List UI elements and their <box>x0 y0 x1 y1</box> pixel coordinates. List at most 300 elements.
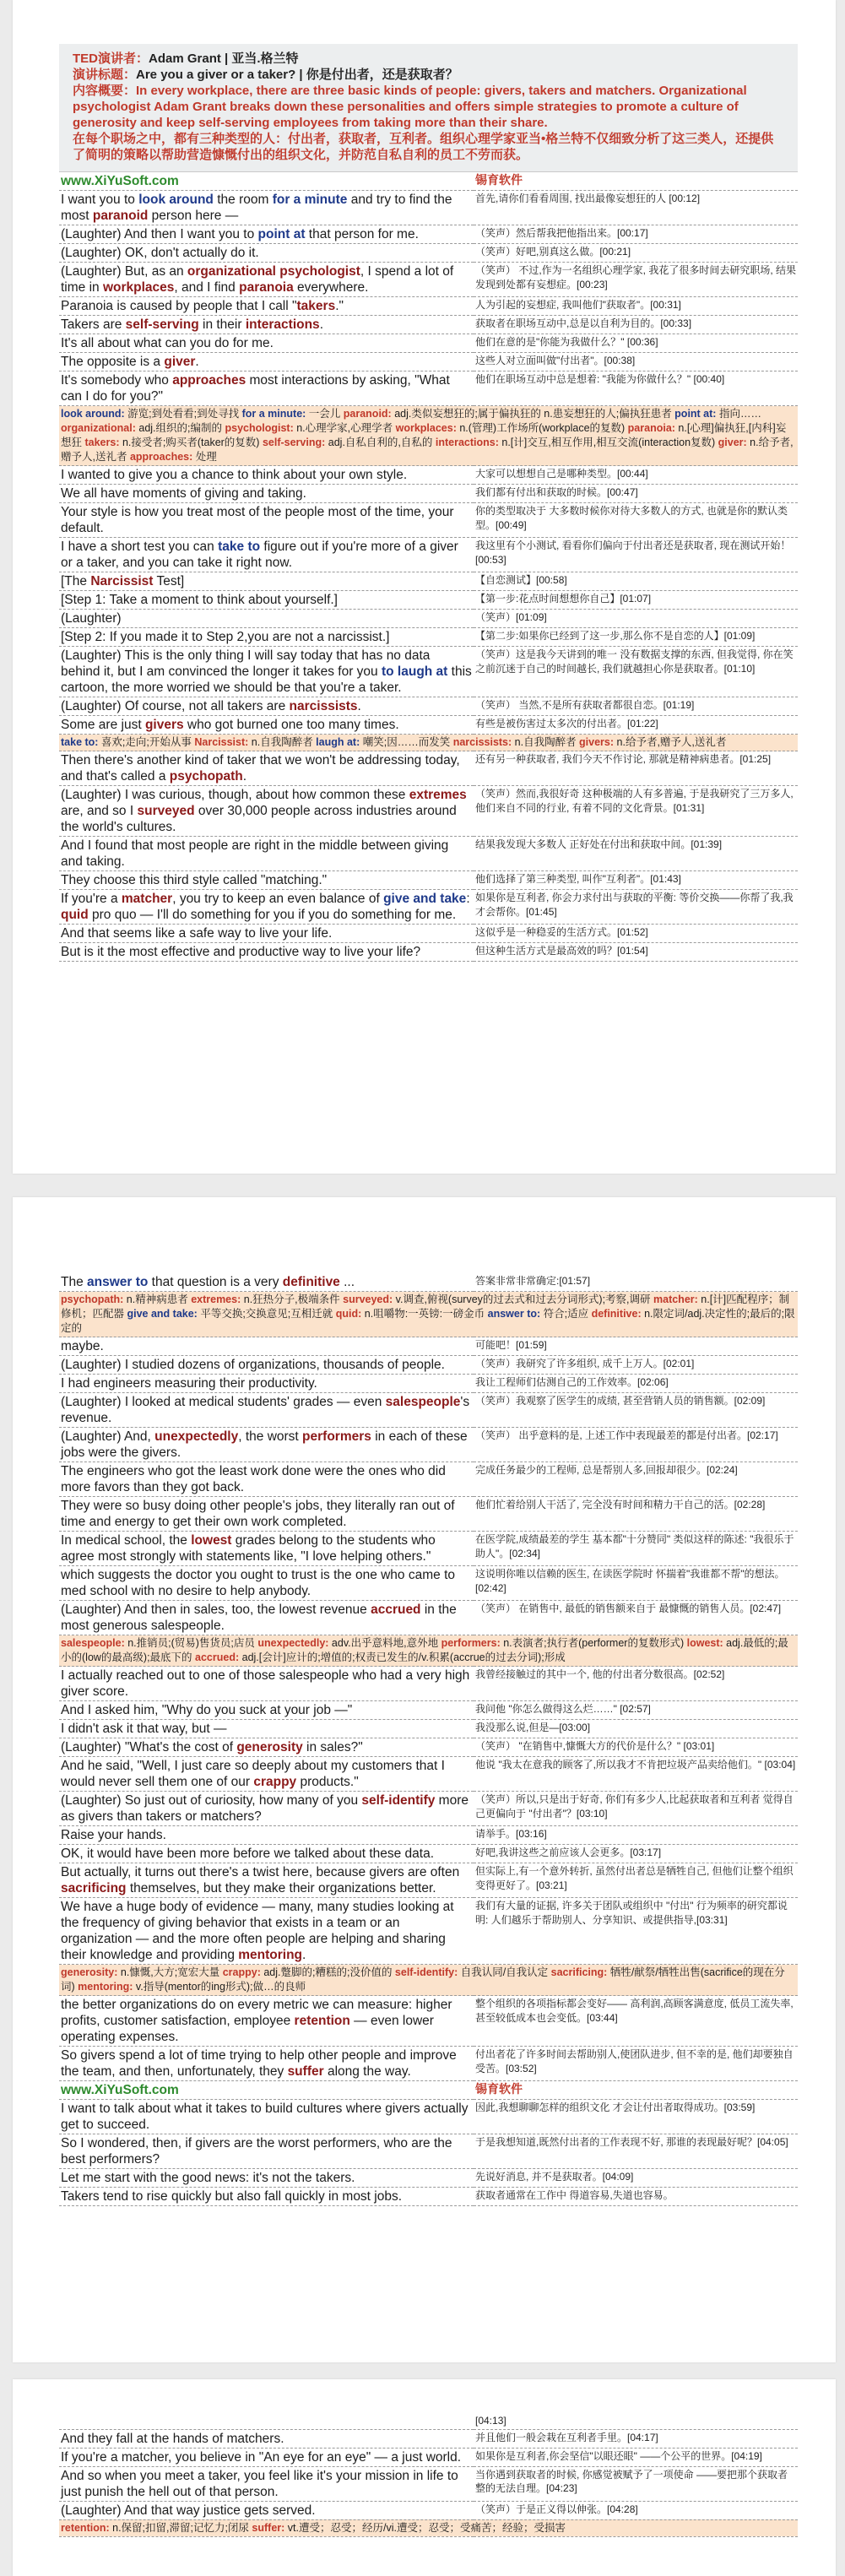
text-segment: the better organizations do on every metric we can measure: higher profits, customer satisfaction, employee <box>61 1998 452 2028</box>
transcript-row <box>59 1601 798 1635</box>
english-sentence <box>59 628 474 647</box>
english-sentence <box>59 2100 474 2134</box>
chinese-translation: 这似乎是一种稳妥的生活方式。[01:52] <box>474 925 798 943</box>
transcript-row <box>59 1462 798 1497</box>
transcript-row <box>59 1720 798 1738</box>
english-sentence <box>59 1356 474 1375</box>
site-cell <box>59 172 474 191</box>
text-segment: (Laughter) This is the only thing I will say today that has no data behind it, but I am convinced the longer it takes for you <box>61 648 431 679</box>
transcript-row <box>59 1738 798 1757</box>
highlight-word: unexpectedly <box>154 1429 239 1444</box>
vocab-definition: 一会儿 <box>306 408 344 420</box>
chinese-translation: [04:13] <box>474 2413 798 2429</box>
site-link[interactable]: www.XiYuSoft.com <box>61 2083 179 2097</box>
english-sentence <box>59 1898 474 1965</box>
highlight-word: interactions <box>245 317 320 332</box>
text-segment: , you try to keep an even balance of <box>172 892 384 906</box>
text-segment: It's all about what can you do for me. <box>61 336 274 350</box>
text-segment: over 30,000 people across industries around the world's cultures. <box>61 804 457 834</box>
chinese-translation: 这些人对立面叫做"付出者"。[00:38] <box>474 353 798 371</box>
english-sentence <box>59 1757 474 1792</box>
site-cell <box>59 2081 474 2100</box>
highlight-word: paranoid <box>92 209 149 223</box>
vocabulary-row <box>59 406 798 466</box>
vocab-term: performers: <box>441 1637 501 1649</box>
vocabulary-notes <box>59 406 798 466</box>
transcript-row <box>59 2188 798 2206</box>
vocab-definition: 处理 <box>192 451 217 463</box>
vocabulary-notes <box>59 1635 798 1667</box>
text-segment: The opposite is a <box>61 355 165 369</box>
english-sentence <box>59 2134 474 2169</box>
transcript-row <box>59 353 798 371</box>
vocab-term: crappy: <box>222 1966 261 1978</box>
transcript-row <box>59 1375 798 1393</box>
highlight-word: crappy <box>253 1775 297 1789</box>
transcript-row <box>59 263 798 297</box>
text-segment: in sales?" <box>302 1740 363 1754</box>
chinese-translation: 你的类型取决于 大多数时候你对待大多数人的方式, 也就是你的默认类型。[00:49] <box>474 503 798 538</box>
text-segment: this cartoon, the more worried we should be that you're a taker. <box>61 664 472 695</box>
chinese-translation: 好吧,我讲这些之前应该人会更多。[03:17] <box>474 1845 798 1863</box>
vocab-term: organizational: <box>61 422 136 434</box>
chinese-translation: （笑声）这是我今天讲到的唯一 没有数据支撑的东西, 但我觉得, 你在笑之前沉迷于自己的时间越长, 我们就越担心你是获取者。[01:10] <box>474 647 798 697</box>
transcript-row <box>59 1701 798 1720</box>
vocab-definition: n.表演者;执行者(performer的复数形式) <box>500 1637 687 1649</box>
english-sentence <box>59 572 474 591</box>
text-segment: , the worst <box>238 1429 303 1444</box>
transcript-row <box>59 786 798 837</box>
text-segment: Your style is how you treat most of the people most of the time, your default. <box>61 505 454 535</box>
vocab-term: lowest: <box>686 1637 723 1649</box>
transcript-row <box>59 485 798 503</box>
vocabulary-row <box>59 735 798 751</box>
text-segment: OK, it would have been more before we talked about these data. <box>61 1847 435 1861</box>
text-segment: And so when you meet a taker, you feel like it's your mission in life to just punish the hell out of that person. <box>61 2468 458 2499</box>
text-segment: more as givers than takers or matchers? <box>61 1793 469 1824</box>
vocab-term: self-identify: <box>394 1966 458 1978</box>
vocab-definition: adj.类似妄想狂的;属于偏执狂的 n.患妄想狂的人;偏执狂患者 <box>391 408 675 420</box>
chinese-translation: 我们都有付出和获取的时候。[00:47] <box>474 485 798 503</box>
vocab-term: self-serving: <box>262 437 326 448</box>
text-segment: (Laughter) OK, don't actually do it. <box>61 246 259 260</box>
vocab-term: giver: <box>718 437 747 448</box>
english-sentence <box>59 191 474 225</box>
english-sentence <box>59 610 474 628</box>
vocab-definition: 指向…… <box>716 408 761 420</box>
transcript-row <box>59 925 798 943</box>
chinese-translation: 他们选择了第三种类型, 叫作"互利者"。[01:43] <box>474 871 798 890</box>
chinese-translation: 他们忙着给别人干活了, 完全没有时间和精力干自己的活。[02:28] <box>474 1497 798 1532</box>
highlight-word: narcissists <box>289 699 358 713</box>
text-segment: (Laughter) I was curious, though, about how common these <box>61 788 409 802</box>
transcript-row <box>59 2466 798 2501</box>
text-segment: [Step 1: Take a moment to think about yourself.] <box>61 593 338 607</box>
chinese-translation: （笑声）我观察了医学生的成绩, 甚至营销人员的销售额。[02:09] <box>474 1393 798 1428</box>
highlight-word: self-serving <box>125 317 199 332</box>
transcript-row <box>59 225 798 244</box>
highlight-phrase: answer to <box>87 1275 149 1289</box>
vocabulary-row <box>59 2519 798 2536</box>
chinese-translation: 在医学院,成绩最差的学生 基本都"十分赞同" 类似这样的陈述: "我很乐于助人"。[02:34] <box>474 1532 798 1566</box>
chinese-translation: 他们在意的是"你能为我做什么？" [00:36] <box>474 334 798 353</box>
text-segment: , I spend a lot of time in <box>61 264 454 295</box>
transcript-row <box>59 1273 798 1292</box>
highlight-phrase: look around <box>138 193 214 207</box>
vocab-definition: 平等交换;交换意见;互相迁就 <box>197 1308 336 1320</box>
text-segment: But is it the most effective and productive way to live your life? <box>61 945 421 959</box>
chinese-translation: 可能吧！[01:59] <box>474 1337 798 1356</box>
vocabulary-notes <box>59 735 798 751</box>
highlight-word: suffer <box>287 2064 324 2079</box>
chinese-translation: 大家可以想想自己是哪种类型。[00:44] <box>474 466 798 485</box>
text-segment: (Laughter) I looked at medical students' grades — even <box>61 1395 386 1409</box>
english-sentence <box>59 1720 474 1738</box>
vocab-term: salespeople: <box>61 1637 125 1649</box>
talk-title: Are you a giver or a taker? | 你是付出者，还是获取者？ <box>136 68 458 82</box>
text-segment: And I found that most people are right in the middle between giving and taking. <box>61 838 449 869</box>
vocabulary-row <box>59 1292 798 1337</box>
chinese-translation: （笑声）然后帮我把他指出来。[00:17] <box>474 225 798 244</box>
text-segment: I had engineers measuring their productivity. <box>61 1376 317 1391</box>
text-segment: that question is a very <box>148 1275 283 1289</box>
highlight-phrase: for a minute <box>272 193 348 207</box>
english-sentence <box>59 2501 474 2519</box>
transcript-row <box>59 2413 798 2429</box>
chinese-translation: （笑声）然而,我很好奇 这种极端的人有多普遍, 于是我研究了三万多人, 他们来自不同的行业, 有着不同的文化背景。[01:31] <box>474 786 798 837</box>
text-segment: I wanted to give you a chance to think about your own style. <box>61 468 408 482</box>
vocabulary-row <box>59 1635 798 1667</box>
text-segment: . <box>242 769 247 784</box>
text-segment: person here — <box>148 209 239 223</box>
text-segment: We have a huge body of evidence — many, many studies looking at the frequency of giving behavior that exists in a team or an organization — and the more often people are helping and sharing their knowledge and providing <box>61 1900 454 1962</box>
highlight-word: salespeople <box>385 1395 461 1409</box>
text-segment: And that seems like a safe way to live your life. <box>61 926 333 941</box>
chinese-translation: 但实际上,有一个意外转折, 虽然付出者总是牺牲自己, 但他们让整个组织变得更好了。[03:21] <box>474 1863 798 1898</box>
transcript-row <box>59 503 798 538</box>
english-sentence <box>59 353 474 371</box>
vocab-term: generosity: <box>61 1966 118 1978</box>
transcript-row <box>59 1863 798 1898</box>
text-segment: I want you to <box>61 193 139 207</box>
highlight-word: Narcissist <box>90 574 154 588</box>
english-sentence <box>59 485 474 503</box>
chinese-translation: 【第二步:如果你已经到了这一步,那么你不是自恋的人】[01:09] <box>474 628 798 647</box>
english-sentence <box>59 334 474 353</box>
transcript-row <box>59 1826 798 1845</box>
transcript-row <box>59 371 798 406</box>
vocab-phrase: give and take: <box>127 1308 198 1320</box>
vocab-term: approaches: <box>129 451 193 463</box>
vocab-definition: n.保留;扣留,滞留;记忆力;闭尿 <box>109 2521 252 2534</box>
text-segment: So givers spend a lot of time trying to help other people and improve the team, and then, unfortunately, they <box>61 2048 457 2079</box>
highlight-phrase: point at <box>257 227 306 241</box>
vocab-definition: adj.最低的;最小的(low的最高级);最底下的 <box>61 1637 788 1663</box>
transcript-row <box>59 1792 798 1826</box>
transcript-row <box>59 837 798 871</box>
vocab-definition: n.狂热分子,极端条件 <box>241 1293 344 1305</box>
transcript-row <box>59 1898 798 1965</box>
text-segment: — even lower operating expenses. <box>61 2014 434 2044</box>
highlight-word: approaches <box>172 373 246 388</box>
transcript-row <box>59 2501 798 2519</box>
english-sentence <box>59 1996 474 2047</box>
text-segment: that person for me. <box>305 227 419 241</box>
chinese-translation: 获取者在职场互动中,总是以自利为目的。[00:33] <box>474 316 798 334</box>
vocab-term: takers: <box>84 437 120 448</box>
text-segment: figure out if you're more of a giver or a taker, and you can take it right now. <box>61 540 458 570</box>
vocabulary-notes <box>59 1292 798 1337</box>
vocab-definition: n.推销员;(贸易)售货员;店员 <box>124 1637 258 1649</box>
vocab-definition: adj.组织的;编制的 <box>135 422 225 434</box>
chinese-translation: （笑声）于是正义得以伸张。[04:28] <box>474 2501 798 2519</box>
vocabulary-notes <box>59 2519 798 2536</box>
chinese-translation: （笑声） 在销售中, 最低的销售额来自于 最慷慨的销售人员。[02:47] <box>474 1601 798 1635</box>
english-sentence <box>59 890 474 925</box>
english-sentence <box>59 647 474 697</box>
english-sentence <box>59 2188 474 2206</box>
english-sentence <box>59 871 474 890</box>
english-sentence <box>59 1792 474 1826</box>
english-sentence <box>59 2413 474 2429</box>
english-sentence <box>59 1497 474 1532</box>
vocab-definition: n.自我陶醉者 <box>512 736 580 748</box>
category-label: 锡育软件 <box>475 2082 523 2096</box>
highlight-word: giver <box>164 355 196 369</box>
highlight-word: mentoring <box>238 1948 303 1962</box>
vocab-term: paranoia: <box>627 422 675 434</box>
text-segment: [The <box>61 574 91 588</box>
highlight-word: matcher <box>121 892 173 906</box>
transcript-row <box>59 871 798 890</box>
text-segment: And they fall at the hands of matchers. <box>61 2431 284 2446</box>
transcript-row <box>59 2134 798 2169</box>
transcript-row <box>59 2100 798 2134</box>
chinese-translation: （笑声） 当然,不是所有获取者都很自恋。[01:19] <box>474 697 798 716</box>
chinese-translation: 我没那么说,但是—[03:00] <box>474 1720 798 1738</box>
chinese-translation: 先说好消息, 并不是获取者。[04:09] <box>474 2169 798 2188</box>
summary-en <box>73 83 784 131</box>
transcript-row <box>59 591 798 610</box>
text-segment: everywhere. <box>293 280 369 295</box>
text-segment: (Laughter) So just out of curiosity, how many of you <box>61 1793 362 1808</box>
transcript-table-page-1 <box>59 172 798 962</box>
vocab-phrase: for a minute: <box>241 408 306 420</box>
english-sentence <box>59 1566 474 1601</box>
english-sentence <box>59 1337 474 1356</box>
text-segment: are, and so I <box>61 804 138 818</box>
text-segment: Raise your hands. <box>61 1828 166 1842</box>
transcript-row <box>59 610 798 628</box>
text-segment: . <box>319 317 323 332</box>
chinese-translation: 并且他们一般会栽在互利者手里。[04:17] <box>474 2429 798 2448</box>
vocab-phrase: laugh at: <box>316 736 360 748</box>
english-sentence <box>59 503 474 538</box>
text-segment: (Laughter) And, <box>61 1429 155 1444</box>
highlight-word: retention <box>294 2014 350 2028</box>
text-segment: Then there's another kind of taker that we won't be addressing today, and that's called a <box>61 753 460 784</box>
chinese-translation: （笑声）所以,只是出于好奇, 你们有多少人,比起获取者和互利者 觉得自己更偏向于 "付出者"？[03:10] <box>474 1792 798 1826</box>
english-sentence <box>59 297 474 316</box>
highlight-word: psychopath <box>169 769 243 784</box>
text-segment: , and I find <box>174 280 240 295</box>
text-segment: ... <box>339 1275 355 1289</box>
english-sentence <box>59 2466 474 2501</box>
transcript-row <box>59 1393 798 1428</box>
text-segment: Takers are <box>61 317 126 332</box>
vocab-definition: n.(管理)工作场所(workplace的复数) <box>456 422 628 434</box>
transcript-row <box>59 2429 798 2448</box>
site-banner-row <box>59 172 798 191</box>
highlight-word: sacrificing <box>61 1881 127 1895</box>
chinese-translation: （笑声） 不过,作为一名组织心理学家, 我花了很多时间去研究职场, 结果发现到处都有妄想症。[00:23] <box>474 263 798 297</box>
chinese-translation: 付出者花了许多时间去帮助别人,使团队进步, 但不幸的是, 他们却要独自受苦。[03:52] <box>474 2047 798 2081</box>
text-segment: It's somebody who <box>61 373 173 388</box>
vocab-term: quid: <box>335 1308 362 1320</box>
text-segment: and try to find the most <box>61 193 452 223</box>
vocab-phrase: point at: <box>674 408 717 420</box>
english-sentence <box>59 538 474 572</box>
english-sentence <box>59 1532 474 1566</box>
text-segment: (Laughter) But, as an <box>61 264 187 279</box>
text-segment: (Laughter) <box>61 611 122 626</box>
chinese-translation: 【第一步:花点时间想想你自己】[01:07] <box>474 591 798 610</box>
english-sentence <box>59 244 474 263</box>
text-segment: products." <box>296 1775 359 1789</box>
highlight-word: givers <box>144 718 184 732</box>
text-segment: They choose this third style called "matching." <box>61 873 328 887</box>
page-2 <box>13 1197 836 2362</box>
highlight-word: surveyed <box>137 804 195 818</box>
english-sentence <box>59 225 474 244</box>
english-sentence <box>59 1826 474 1845</box>
text-segment: maybe. <box>61 1339 104 1353</box>
text-segment: We all have moments of giving and taking. <box>61 486 306 501</box>
text-segment: (Laughter) "What's the cost of <box>61 1740 237 1754</box>
summary-cn: 在每个职场之中，都有三种类型的人：付出者，获取者，互利者。组织心理学家亚当•格兰特不仅细致分析了这三类人，还提供了简明的策略以帮助营造慷慨付出的组织文化，并防范自私自利的员工不劳而获。 <box>73 132 774 162</box>
transcript-row <box>59 1532 798 1566</box>
text-segment: most interactions by asking, "What can I do for you?" <box>61 373 450 404</box>
chinese-translation: 获取者通常在工作中 得道容易,失道也容易。 <box>474 2188 798 2206</box>
text-segment: Paranoia is caused by people that I call " <box>61 299 297 313</box>
text-segment: the room <box>213 193 273 207</box>
english-sentence <box>59 2047 474 2081</box>
english-sentence <box>59 1738 474 1757</box>
text-segment: They were so busy doing other people's jobs, they literally ran out of time and energy to get their own work completed. <box>61 1499 455 1529</box>
category-cell <box>474 2081 798 2100</box>
speaker-line <box>73 51 784 67</box>
vocab-definition: n.限定词/adj.决定性的;最后的;限定的 <box>61 1308 795 1334</box>
transcript-row <box>59 1337 798 1356</box>
category-cell <box>474 172 798 191</box>
english-sentence <box>59 1863 474 1898</box>
highlight-word: takers <box>296 299 336 313</box>
vocab-definition: n.给予者,赠予人,送礼者 <box>61 437 794 463</box>
vocab-definition: 游览;到处看看;到处寻找 <box>124 408 242 420</box>
text-segment: grades belong to the students who agree most strongly with statements like, "I love helping others." <box>61 1533 436 1564</box>
site-link[interactable]: www.XiYuSoft.com <box>61 174 179 188</box>
english-sentence <box>59 2169 474 2188</box>
highlight-word: performers <box>302 1429 371 1444</box>
chinese-translation: 当你遇到获取者的时候, 你感觉被赋予了一项使命 ——要把那个获取者整的无法自理。[04:23] <box>474 2466 798 2501</box>
page-2-content <box>59 1273 798 2206</box>
transcript-row <box>59 191 798 225</box>
vocab-term: narcissists: <box>452 736 512 748</box>
text-segment: Let me start with the good news: it's not the takers. <box>61 2171 355 2185</box>
english-sentence <box>59 263 474 297</box>
english-sentence <box>59 1462 474 1497</box>
text-segment: which suggests the doctor you ought to trust is the one who came to med school with no desire to help anybody. <box>61 1568 455 1598</box>
transcript-row <box>59 716 798 735</box>
text-segment: in the most generous salespeople. <box>61 1603 457 1633</box>
text-segment: In medical school, the <box>61 1533 192 1548</box>
vocab-term: givers: <box>579 736 615 748</box>
vocab-term: sacrificing: <box>550 1966 608 1978</box>
chinese-translation: 如果你是互利者, 你会力求付出与获取的平衡: 等价交换——你帮了我,我才会帮你。[01:45] <box>474 890 798 925</box>
transcript-row <box>59 334 798 353</box>
transcript-row <box>59 2448 798 2466</box>
text-segment: And I asked him, "Why do you suck at your job —" <box>61 1703 353 1717</box>
page-3-content <box>59 2413 798 2537</box>
vocab-definition: 嘲笑;因……而发笑 <box>360 736 453 748</box>
transcript-row <box>59 2047 798 2081</box>
transcript-row <box>59 572 798 591</box>
highlight-word: lowest <box>191 1533 232 1548</box>
text-segment: So I wondered, then, if givers are the worst performers, who are the best performers? <box>61 2136 452 2167</box>
transcript-row <box>59 697 798 716</box>
text-segment: pro quo — I'll do something for you if you do something for me. <box>88 908 457 922</box>
english-sentence <box>59 2429 474 2448</box>
chinese-translation: （笑声）[01:09] <box>474 610 798 628</box>
text-segment: And he said, "Well, I just care so deeply about my customers that I would never sell them one of our <box>61 1759 445 1789</box>
text-segment: Takers tend to rise quickly but also fall quickly in most jobs. <box>61 2189 403 2204</box>
page-1-content <box>59 44 798 962</box>
vocab-term: definitive: <box>591 1308 642 1320</box>
transcript-row <box>59 1497 798 1532</box>
vocab-definition: n.自我陶醉者 <box>248 736 317 748</box>
vocab-definition: n.心理学家,心理学者 <box>293 422 396 434</box>
vocab-definition: n.给予者,赠予人,送礼者 <box>614 736 727 748</box>
text-segment: along the way. <box>323 2064 411 2079</box>
vocab-term: psychopath: <box>61 1293 124 1305</box>
chinese-translation: 人为引起的妄想症, 我叫他们"获取者"。[00:31] <box>474 297 798 316</box>
highlight-phrase: take to <box>218 540 261 554</box>
text-segment: The <box>61 1275 88 1289</box>
text-segment: in each of these jobs were the givers. <box>61 1429 468 1460</box>
vocab-definition: adj.蹩脚的;糟糕的;没价值的 <box>260 1966 395 1978</box>
vocab-definition: n.精神病患者 <box>123 1293 192 1305</box>
english-sentence <box>59 2448 474 2466</box>
transcript-row <box>59 1667 798 1701</box>
text-segment: ." <box>335 299 344 313</box>
chinese-translation: 【自恋测试】[00:58] <box>474 572 798 591</box>
page-1 <box>13 0 836 1174</box>
english-sentence <box>59 1601 474 1635</box>
text-segment: If you're a <box>61 892 122 906</box>
text-segment: But actually, it turns out there's a twist here, because givers are often <box>61 1865 460 1879</box>
chinese-translation: 请举手。[03:16] <box>474 1826 798 1845</box>
site-banner-row <box>59 2081 798 2100</box>
summary-key: 内容概要： <box>73 84 137 98</box>
chinese-translation: （笑声）好吧,别真这么做。[00:21] <box>474 244 798 263</box>
highlight-word: accrued <box>371 1603 421 1617</box>
chinese-translation: 有些是被伤害过太多次的付出者。[01:22] <box>474 716 798 735</box>
speaker-name: Adam Grant | 亚当.格兰特 <box>149 52 299 66</box>
text-segment: . <box>357 699 361 713</box>
chinese-translation: 他说 "我太在意我的顾客了,所以我才不肯把垃圾产品卖给他们。" [03:04] <box>474 1757 798 1792</box>
transcript-row <box>59 1428 798 1462</box>
vocab-term: suffer: <box>252 2521 285 2534</box>
